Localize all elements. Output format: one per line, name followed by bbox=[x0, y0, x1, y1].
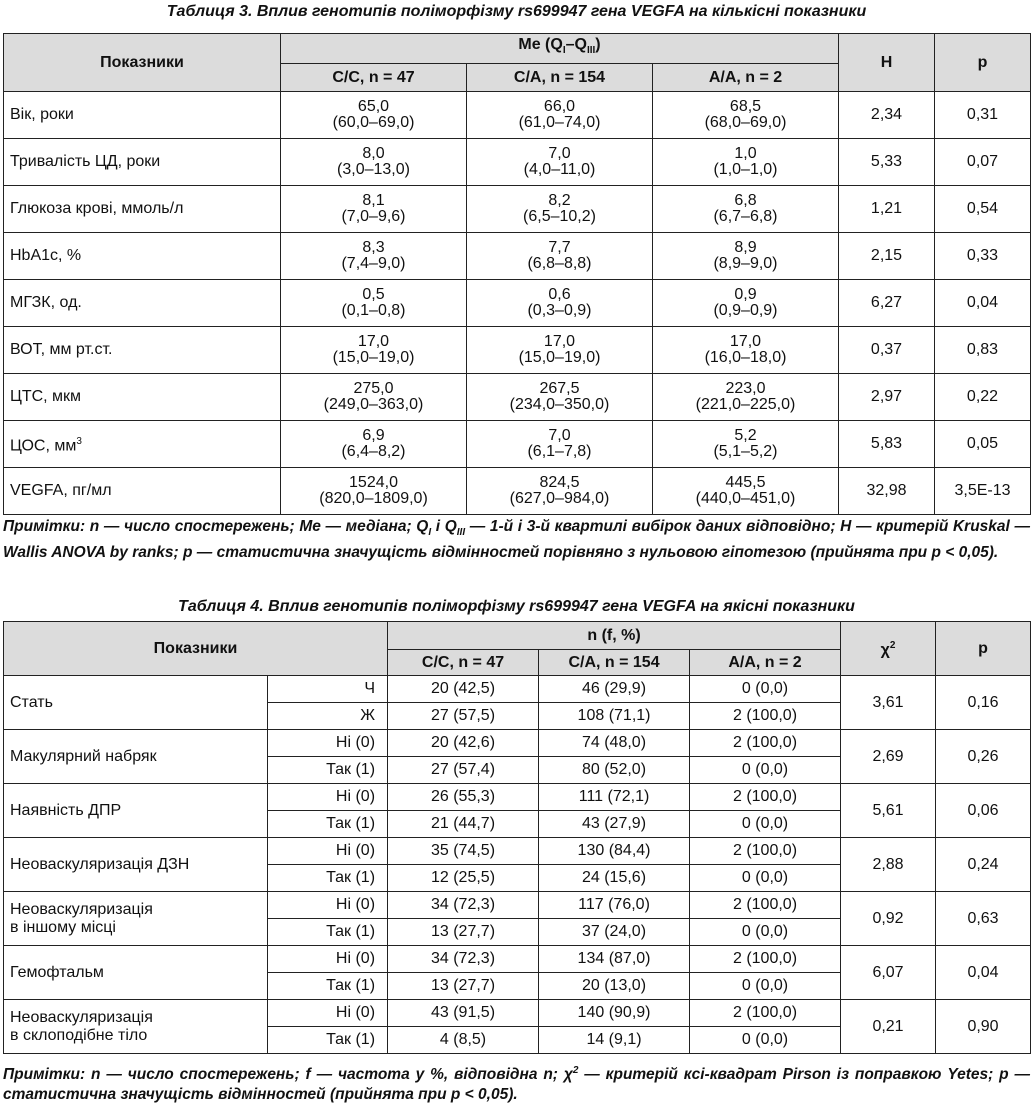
table4-row bbox=[4, 676, 1031, 703]
table4-cell-aa: 2 (100,0) bbox=[690, 1000, 841, 1027]
table3-cell-ca bbox=[467, 468, 653, 515]
table4-subcategory: Ні (0) bbox=[268, 946, 388, 973]
table3-cell-aa bbox=[653, 92, 839, 139]
table4-chi-value: 0,92 bbox=[841, 892, 936, 946]
table3-header-indicator: Показники bbox=[4, 34, 281, 92]
table4-subcategory: Так (1) bbox=[268, 1027, 388, 1054]
table3-row bbox=[4, 280, 1031, 327]
table3-cell-aa bbox=[653, 280, 839, 327]
table3-cell-aa bbox=[653, 327, 839, 374]
table3-p-value: 0,83 bbox=[935, 327, 1031, 374]
median-value: 8,1 bbox=[362, 192, 385, 209]
table3-header-group: Me $(Q_I-Q_{III})$ bbox=[281, 34, 839, 64]
table3-cell-aa bbox=[653, 233, 839, 280]
table4-p-value: 0,63 bbox=[936, 892, 1031, 946]
indicator-label: Стать bbox=[10, 693, 53, 711]
table4-chi-value: 5,61 bbox=[841, 784, 936, 838]
table4-cell-ca: 108 (71,1) bbox=[539, 703, 690, 730]
table4-indicator bbox=[4, 838, 268, 892]
median-value: 275,0 bbox=[353, 380, 394, 397]
table4-row bbox=[4, 784, 1031, 811]
table4-cell-ca: 134 (87,0) bbox=[539, 946, 690, 973]
table4-indicator bbox=[4, 784, 268, 838]
table4-cell-aa: 0 (0,0) bbox=[690, 811, 841, 838]
table4-row bbox=[4, 838, 1031, 865]
indicator-label: Наявність ДПР bbox=[10, 801, 122, 819]
table4-subcategory: Так (1) bbox=[268, 919, 388, 946]
median-value: 7,0 bbox=[548, 427, 571, 444]
table3-p-value: 0,33 bbox=[935, 233, 1031, 280]
table3-header-ca: C/A, n = 154 bbox=[467, 64, 653, 92]
table4-cell-ca: 24 (15,6) bbox=[539, 865, 690, 892]
iqr-value: (627,0–984,0) bbox=[509, 490, 610, 507]
table3-h-value: 1,21 bbox=[839, 186, 935, 233]
table3-header-cc: C/C, n = 47 bbox=[281, 64, 467, 92]
table3-cell-ca bbox=[467, 421, 653, 468]
table4-header-indicator: Показники bbox=[4, 622, 388, 676]
median-value: 223,0 bbox=[725, 380, 766, 397]
table3-cell-cc bbox=[281, 327, 467, 374]
table3-cell-cc bbox=[281, 374, 467, 421]
median-value: 8,2 bbox=[548, 192, 571, 209]
table3-row bbox=[4, 186, 1031, 233]
table4-cell-cc: 13 (27,7) bbox=[388, 919, 539, 946]
table4-indicator bbox=[4, 676, 268, 730]
table4-cell-aa: 2 (100,0) bbox=[690, 892, 841, 919]
table4-indicator bbox=[4, 946, 268, 1000]
iqr-value: (3,0–13,0) bbox=[337, 161, 410, 178]
indicator-label: Вік, роки bbox=[10, 106, 74, 123]
table3-cell-ca bbox=[467, 139, 653, 186]
table4-cell-ca: 43 (27,9) bbox=[539, 811, 690, 838]
table3-p-value: 0,54 bbox=[935, 186, 1031, 233]
table4-header-cc: C/C, n = 47 bbox=[388, 650, 539, 676]
table4-cell-cc: 27 (57,4) bbox=[388, 757, 539, 784]
table3-h-value: 2,15 bbox=[839, 233, 935, 280]
table4-cell-aa: 2 (100,0) bbox=[690, 730, 841, 757]
iqr-value: (61,0–74,0) bbox=[518, 114, 601, 131]
table4-cell-cc: 20 (42,5) bbox=[388, 676, 539, 703]
indicator-label: Глюкоза крові, ммоль/л bbox=[10, 200, 184, 217]
iqr-value: (7,0–9,6) bbox=[341, 208, 406, 225]
iqr-value: (221,0–225,0) bbox=[695, 396, 796, 413]
table3-h-value: 5,83 bbox=[839, 421, 935, 468]
table4-header-group: n (f, %) bbox=[388, 622, 841, 650]
table3-row bbox=[4, 421, 1031, 468]
indicator-label: ЦОС, мм bbox=[10, 437, 77, 455]
iqr-value: (6,7–6,8) bbox=[713, 208, 778, 225]
table4-header-aa: A/A, n = 2 bbox=[690, 650, 841, 676]
table4-cell-cc: 26 (55,3) bbox=[388, 784, 539, 811]
median-value: 65,0 bbox=[357, 98, 390, 115]
table3-cell-cc bbox=[281, 186, 467, 233]
median-value: 8,9 bbox=[734, 239, 757, 256]
table3-cell-cc bbox=[281, 139, 467, 186]
table4-chi-value: 3,61 bbox=[841, 676, 936, 730]
table4-chi-value: 2,69 bbox=[841, 730, 936, 784]
indicator-label: ЦТС, мкм bbox=[10, 388, 82, 405]
table3-header-h: H bbox=[839, 34, 935, 92]
table3-cell-cc bbox=[281, 233, 467, 280]
table3-row bbox=[4, 468, 1031, 515]
table4-subcategory: Так (1) bbox=[268, 865, 388, 892]
table4-cell-aa: 2 (100,0) bbox=[690, 784, 841, 811]
table4-chi-value: 6,07 bbox=[841, 946, 936, 1000]
table4-cell-ca: 117 (76,0) bbox=[539, 892, 690, 919]
table3-row bbox=[4, 327, 1031, 374]
table3-p-value: 0,07 bbox=[935, 139, 1031, 186]
table4-cell-ca: 20 (13,0) bbox=[539, 973, 690, 1000]
iqr-value: (16,0–18,0) bbox=[704, 349, 787, 366]
iqr-value: (15,0–19,0) bbox=[518, 349, 601, 366]
table3-row bbox=[4, 374, 1031, 421]
table4-p-value: 0,26 bbox=[936, 730, 1031, 784]
median-value: 8,3 bbox=[362, 239, 385, 256]
table3-cell-cc bbox=[281, 280, 467, 327]
indicator-label: Макулярний набряк bbox=[10, 747, 157, 765]
table4-subcategory: Ні (0) bbox=[268, 784, 388, 811]
table4-header-ca: C/A, n = 154 bbox=[539, 650, 690, 676]
table4-cell-aa: 0 (0,0) bbox=[690, 865, 841, 892]
table3-cell-cc bbox=[281, 421, 467, 468]
table4-caption: Таблиця 4. Вплив генотипів поліморфізму rs699947 гена VEGFA на якісні показники bbox=[178, 598, 855, 615]
median-value: 0,5 bbox=[362, 286, 385, 303]
table4-cell-ca: 140 (90,9) bbox=[539, 1000, 690, 1027]
table4-cell-ca: 80 (52,0) bbox=[539, 757, 690, 784]
iqr-value: (68,0–69,0) bbox=[704, 114, 787, 131]
indicator-label: Неоваскуляризація bbox=[10, 900, 153, 918]
median-value: 68,5 bbox=[729, 98, 762, 115]
table3-indicator bbox=[4, 280, 281, 327]
table4-cell-cc: 13 (27,7) bbox=[388, 973, 539, 1000]
table4-row bbox=[4, 1000, 1031, 1027]
table3-p-value: 0,05 bbox=[935, 421, 1031, 468]
median-value: 0,9 bbox=[734, 286, 757, 303]
iqr-value: (234,0–350,0) bbox=[509, 396, 610, 413]
table4-chi-value: 2,88 bbox=[841, 838, 936, 892]
table4-cell-cc: 43 (91,5) bbox=[388, 1000, 539, 1027]
table4-cell-cc: 35 (74,5) bbox=[388, 838, 539, 865]
table3-p-value: 0,22 bbox=[935, 374, 1031, 421]
table4-cell-aa: 0 (0,0) bbox=[690, 973, 841, 1000]
table3-cell-cc bbox=[281, 92, 467, 139]
table3-indicator bbox=[4, 468, 281, 515]
table4-cell-cc: 12 (25,5) bbox=[388, 865, 539, 892]
table3-header-aa: A/A, n = 2 bbox=[653, 64, 839, 92]
median-value: 8,0 bbox=[362, 145, 385, 162]
table4-header-chi: $\chi^2$ bbox=[841, 622, 936, 676]
iqr-value: (15,0–19,0) bbox=[332, 349, 415, 366]
table4-subcategory: Так (1) bbox=[268, 973, 388, 1000]
indicator-label: МГЗК, од. bbox=[10, 294, 82, 311]
table4-subcategory: Ні (0) bbox=[268, 838, 388, 865]
iqr-value: (4,0–11,0) bbox=[523, 161, 596, 178]
median-value: 7,7 bbox=[548, 239, 571, 256]
table4-p-value: 0,16 bbox=[936, 676, 1031, 730]
table3-header-p: p bbox=[935, 34, 1031, 92]
table4-p-value: 0,90 bbox=[936, 1000, 1031, 1054]
iqr-value: (6,4–8,2) bbox=[341, 443, 406, 460]
table3-indicator bbox=[4, 421, 281, 468]
median-value: 824,5 bbox=[539, 474, 580, 491]
indicator-label-line2: в склоподібне тіло bbox=[10, 1026, 148, 1044]
table4-header-p: p bbox=[936, 622, 1031, 676]
iqr-value: (1,0–1,0) bbox=[713, 161, 778, 178]
indicator-label: VEGFA, пг/мл bbox=[10, 482, 112, 499]
table4-chi-value: 0,21 bbox=[841, 1000, 936, 1054]
median-value: 6,8 bbox=[734, 192, 757, 209]
median-value: 66,0 bbox=[543, 98, 576, 115]
iqr-value: (6,1–7,8) bbox=[527, 443, 592, 460]
iqr-value: (60,0–69,0) bbox=[332, 114, 415, 131]
indicator-label: ВОТ, мм рт.ст. bbox=[10, 341, 113, 358]
table4-indicator bbox=[4, 730, 268, 784]
table3 bbox=[3, 33, 1031, 515]
table3-h-value: 0,37 bbox=[839, 327, 935, 374]
table3-p-value: 3,5E-13 bbox=[935, 468, 1031, 515]
table4-subcategory: Ч bbox=[268, 676, 388, 703]
indicator-label: Тривалість ЦД, роки bbox=[10, 153, 161, 170]
table3-indicator bbox=[4, 139, 281, 186]
table3-row bbox=[4, 139, 1031, 186]
iqr-value: (249,0–363,0) bbox=[323, 396, 424, 413]
median-value: 1,0 bbox=[734, 145, 757, 162]
indicator-label: HbA1c, % bbox=[10, 247, 82, 264]
indicator-label: Гемофтальм bbox=[10, 963, 104, 981]
table4-cell-ca: 111 (72,1) bbox=[539, 784, 690, 811]
table3-body bbox=[4, 92, 1031, 515]
median-value: 7,0 bbox=[548, 145, 571, 162]
table3-note: Примітки: n — число спостережень; Me — медіана; $Q_I$ і $Q_{III}$ — 1-й і 3-й квартилі вибірок даних відповідно; H — критерій Kruskal — Wallis ANOVA by ranks; p — статистична значущість відмінностей порівняно з нульовою гіпотезою (прийнята при p < 0,05). bbox=[3, 518, 1030, 562]
table4-body bbox=[4, 676, 1031, 1054]
table3-h-value: 2,97 bbox=[839, 374, 935, 421]
table4-cell-ca: 74 (48,0) bbox=[539, 730, 690, 757]
table3-p-value: 0,31 bbox=[935, 92, 1031, 139]
table4-subcategory: Ні (0) bbox=[268, 730, 388, 757]
table4-cell-cc: 20 (42,6) bbox=[388, 730, 539, 757]
indicator-label: Неоваскуляризація ДЗН bbox=[10, 855, 190, 873]
table3-cell-aa bbox=[653, 374, 839, 421]
table4-cell-aa: 0 (0,0) bbox=[690, 919, 841, 946]
table3-cell-aa bbox=[653, 468, 839, 515]
table4-cell-ca: 130 (84,4) bbox=[539, 838, 690, 865]
table4-cell-aa: 2 (100,0) bbox=[690, 838, 841, 865]
table3-p-value: 0,04 bbox=[935, 280, 1031, 327]
table3-cell-aa bbox=[653, 186, 839, 233]
table3-indicator bbox=[4, 327, 281, 374]
median-value: 17,0 bbox=[543, 333, 576, 350]
table4-cell-ca: 37 (24,0) bbox=[539, 919, 690, 946]
median-value: 0,6 bbox=[548, 286, 571, 303]
table3-h-value: 32,98 bbox=[839, 468, 935, 515]
table3-h-value: 6,27 bbox=[839, 280, 935, 327]
table4-note: Примітки: n — число спостережень; f — частота у %, відповідна n; $\chi^2$ — критерій ксі-квадрат Pirson із поправкою Yetes; p — статистична значущість відмінностей (прийнята при p < 0,05). bbox=[3, 1065, 1031, 1104]
median-value: 17,0 bbox=[357, 333, 390, 350]
table4-cell-aa: 0 (0,0) bbox=[690, 676, 841, 703]
median-value: 6,9 bbox=[362, 427, 385, 444]
table4 bbox=[3, 621, 1031, 1054]
table4-row bbox=[4, 946, 1031, 973]
indicator-label: Неоваскуляризація bbox=[10, 1008, 153, 1026]
table4-cell-aa: 2 (100,0) bbox=[690, 703, 841, 730]
table4-p-value: 0,04 bbox=[936, 946, 1031, 1000]
iqr-value: (8,9–9,0) bbox=[713, 255, 778, 272]
iqr-value: (5,1–5,2) bbox=[713, 443, 778, 460]
table4-subcategory: Так (1) bbox=[268, 811, 388, 838]
median-value: 5,2 bbox=[734, 427, 757, 444]
iqr-value: (6,8–8,8) bbox=[527, 255, 592, 272]
table4-cell-aa: 0 (0,0) bbox=[690, 757, 841, 784]
table3-h-value: 2,34 bbox=[839, 92, 935, 139]
table4-cell-aa: 0 (0,0) bbox=[690, 1027, 841, 1054]
table4-row bbox=[4, 730, 1031, 757]
table3-cell-aa bbox=[653, 421, 839, 468]
table4-cell-ca: 14 (9,1) bbox=[539, 1027, 690, 1054]
iqr-value: (0,3–0,9) bbox=[527, 302, 592, 319]
table4-subcategory: Ні (0) bbox=[268, 1000, 388, 1027]
table4-subcategory: Так (1) bbox=[268, 757, 388, 784]
table4-cell-cc: 4 (8,5) bbox=[388, 1027, 539, 1054]
table3-indicator bbox=[4, 92, 281, 139]
table4-row bbox=[4, 892, 1031, 919]
iqr-value: (820,0–1809,0) bbox=[319, 490, 428, 507]
table4-indicator bbox=[4, 1000, 268, 1054]
iqr-value: (440,0–451,0) bbox=[695, 490, 796, 507]
indicator-label-line2: в іншому місці bbox=[10, 918, 116, 936]
table3-indicator bbox=[4, 374, 281, 421]
table3-cell-cc bbox=[281, 468, 467, 515]
median-value: 267,5 bbox=[539, 380, 580, 397]
median-value: 17,0 bbox=[729, 333, 762, 350]
table4-subcategory: Ж bbox=[268, 703, 388, 730]
indicator-label-sup: 3 bbox=[76, 435, 82, 447]
table4-cell-cc: 27 (57,5) bbox=[388, 703, 539, 730]
median-value: 1524,0 bbox=[349, 474, 398, 491]
table4-p-value: 0,06 bbox=[936, 784, 1031, 838]
table4-cell-cc: 21 (44,7) bbox=[388, 811, 539, 838]
table4-cell-cc: 34 (72,3) bbox=[388, 892, 539, 919]
iqr-value: (7,4–9,0) bbox=[341, 255, 406, 272]
table4-subcategory: Ні (0) bbox=[268, 892, 388, 919]
table3-cell-ca bbox=[467, 92, 653, 139]
table4-indicator bbox=[4, 892, 268, 946]
median-value: 445,5 bbox=[725, 474, 766, 491]
table3-h-value: 5,33 bbox=[839, 139, 935, 186]
iqr-value: (6,5–10,2) bbox=[523, 208, 596, 225]
table3-cell-ca bbox=[467, 327, 653, 374]
table4-p-value: 0,24 bbox=[936, 838, 1031, 892]
table3-cell-ca bbox=[467, 374, 653, 421]
table3-indicator bbox=[4, 233, 281, 280]
table3-cell-ca bbox=[467, 280, 653, 327]
iqr-value: (0,9–0,9) bbox=[713, 302, 778, 319]
table4-cell-aa: 2 (100,0) bbox=[690, 946, 841, 973]
table3-row bbox=[4, 92, 1031, 139]
table3-cell-aa bbox=[653, 139, 839, 186]
table3-row bbox=[4, 233, 1031, 280]
table3-cell-ca bbox=[467, 186, 653, 233]
iqr-value: (0,1–0,8) bbox=[341, 302, 406, 319]
table4-cell-cc: 34 (72,3) bbox=[388, 946, 539, 973]
table4-cell-ca: 46 (29,9) bbox=[539, 676, 690, 703]
table3-cell-ca bbox=[467, 233, 653, 280]
table3-caption: Таблиця 3. Вплив генотипів поліморфізму rs699947 гена VEGFA на кількісні показники bbox=[166, 3, 867, 20]
table3-indicator bbox=[4, 186, 281, 233]
